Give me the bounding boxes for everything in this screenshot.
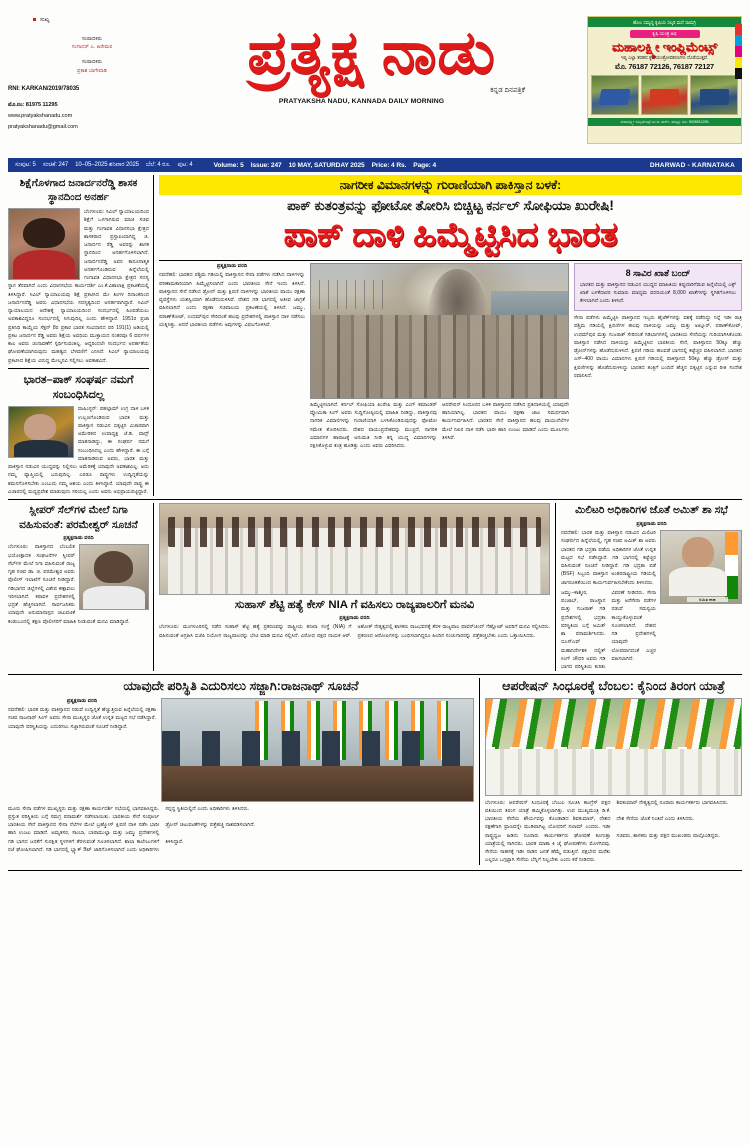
website-link[interactable]: www.pratyakshanadu.com [8, 113, 73, 120]
issue-info-bar [8, 158, 742, 172]
center-body-3: ಆಪರೇಷನ್ ಸಿಂಧೂರದ ಬಳಿಕ ಪಾಕಿಸ್ತಾನದ ನಡೆಸಿದ ಪ್ರತಿದಾಳಿಯಲ್ಲಿ ಯಾವುದೇ ಹಾನಿಯಾಗಿಲ್ಲ. ಭಾರತದ ವಾಯು ರಕ್ಷಣಾ ಜಾಲ ಸಮರ್ಥವಾಗಿ ಕಾರ್ಯನಿರ್ವಹಿಸಿದೆ. ಭಾರತದ ಸೇನೆ ಪಾಕಿಸ್ತಾನದ ಹಲವು ವಾಯುನೆಲೆಗಳ ಮೇಲೆ ನಿಖರ ದಾಳಿ ನಡೆಸಿ ಭಾರೀ ಹಾನಿ ಉಂಟು ಮಾಡಿದೆ ಎಂದು ಮೂಲಗಳು ತಿಳಿಸಿವೆ. [442, 401, 569, 441]
mobile-number: 81975 11295 [25, 102, 58, 109]
info-pages: Page: 4 [413, 161, 437, 169]
photo-bjp-delegation [159, 503, 550, 595]
divider-under-headline [159, 260, 742, 261]
highlight-box [574, 263, 742, 311]
ad-phone [588, 62, 741, 72]
photo-rajnath-defence-meeting [161, 698, 474, 802]
section3-left-headline[interactable]: ಯಾವುದೇ ಪರಿಸ್ಥಿತಿ ಎದುರಿಸಲು ಸಜ್ಜಾಗಿ:ರಾಜನಾಥ್ ಸೂಚನೆ [123, 679, 359, 694]
masthead-subtitle-english: PRATYAKSHA NADU, KANNADA DAILY MORNING [278, 98, 445, 106]
section3-right-headline[interactable]: ಆಪರೇಷನ್ ಸಿಂಧೂರಕ್ಕೆ ಬೆಂಬಲ: ಕೈನಿಂದ ತಿರಂಗ ಯಾತ್ರೆ [502, 679, 725, 694]
top-col-right [574, 263, 742, 451]
page-bottom-rule [8, 870, 742, 871]
photo-tiranga-yatra [485, 698, 742, 796]
info-date: 10 MAY, SATURDAY 2025 [288, 161, 365, 169]
newspaper-title: ಪ್ರತ್ಯಕ್ಷ ನಾಡು [247, 19, 496, 86]
section2-right-headline[interactable]: ಮಿಲಿಟರಿ ಅಧಿಕಾರಿಗಳ ಜೊತೆ ಅಮಿತ್ ಶಾ ಸಭೆ [575, 504, 728, 517]
headline-and-center-area [154, 175, 742, 496]
ad-phone-label: ಮೊ. [615, 62, 627, 72]
section3-left-body-2: ಮೂರು ಸೇನಾ ಪಡೆಗಳ ಮುಖ್ಯಸ್ಥರು ಮತ್ತು ರಕ್ಷಣಾ ಕಾರ್ಯದರ್ಶಿ ಸಭೆಯಲ್ಲಿ ಭಾಗವಹಿಸಿದ್ದರು. ಪ್ರಸ್ತುತ ಪರಿಸ್ಥಿತಿಯ ಬಗ್ಗೆ ಸಮಗ್ರ ಪರಾಮರ್ಶೆ ನಡೆಸಲಾಯಿತು. ಭಾರತೀಯ ಸೇನೆ ಸಂಪೂರ್ಣ ಸನ್ನದ್ಧ ಸ್ಥಿತಿಯಲ್ಲಿದೆ ಎಂದು ಅಧಿಕಾರಿಗಳು ತಿಳಿಸಿದರು. [8, 805, 250, 820]
masthead [8, 6, 742, 154]
ad-product-photos [588, 75, 741, 115]
ad-brand-name: ಮಹಾಲಕ್ಷ್ಮೀ ಇಂಪ್ಲಿಮೆಂಟ್ಸ್ [611, 39, 718, 54]
section2-center-headline[interactable]: ಸುಹಾಸ್ ಶೆಟ್ಟಿ ಹತ್ಯೆ ಕೇಸ್ NIA ಗೆ ವಹಿಸಲು ರಾಜ್ಯಪಾಲರಿಗೆ ಮನವಿ [234, 599, 475, 612]
section2-right-body: ನವದೆಹಲಿ: ಭಾರತ ಮತ್ತು ಪಾಕಿಸ್ತಾನ ನಡುವಿನ ಮಿಲಿಟರಿ ಸಂಘರ್ಷದ ಹಿನ್ನೆಲೆಯಲ್ಲಿ, ಗೃಹ ಸಚಿವ ಅಮಿತ್ ಶಾ ಅವರು ಭಾರತದ ಗಡಿ ಭದ್ರತಾ ಪಡೆಯ ಅಧಿಕಾರಿಗಳ ಜೊತೆ ಉನ್ನತ ಮಟ್ಟದ ಸಭೆ ನಡೆಸಿದ್ದಾರೆ. ಗಡಿ ಭಾಗದಲ್ಲಿ ಕಟ್ಟೆಚ್ಚರ ವಹಿಸುವಂತೆ ಸೂಚನೆ ನೀಡಿದ್ದಾರೆ. ಗಡಿ ಭದ್ರತಾ ಪಡೆ (BSF) ಸಿಬ್ಬಂದಿ ಪಾಕಿಸ್ತಾನ ಅಂತರರಾಷ್ಟ್ರೀಯ ಗಡಿಯಲ್ಲಿ ಜಾಗರೂಕತೆಯಿಂದ ಕಾರ್ಯನಿರ್ವಹಿಸಬೇಕೆಂದು ತಿಳಿಸಿದರು. [561, 530, 656, 586]
top-col-photo-area [310, 263, 569, 451]
masthead-left-info [8, 6, 156, 133]
section2-center [154, 503, 556, 671]
rni-number: RNI: KARKAN/2019/78035 [8, 85, 80, 92]
top-three-column-area [159, 263, 742, 451]
editor-block-2 [8, 58, 156, 76]
info-kn-date: 10–05–2025 ಶನಿವಾರ 2025 [75, 161, 139, 168]
ad-photo-rotavator [641, 75, 689, 115]
masthead-bullet-label: ಸುಖ್ಯ [8, 16, 156, 26]
photo-amit-shah [660, 530, 742, 604]
section2-right-body2: ಜಮ್ಮು–ಕಾಶ್ಮೀರ, ಪಂಜಾಬ್, ರಾಜಸ್ಥಾನ ಮತ್ತು ಗುಜರಾತ್ ಗಡಿ ಪ್ರದೇಶಗಳಲ್ಲಿ ಭದ್ರತಾ ಪರಿಸ್ಥಿತಿಯ ಬಗ್ಗೆ ಅಮಿತ್ ಶಾ ಪರಾಮರ್ಶಿಸಿದರು. ಬಿಎಸ್‌ಎಫ್ ಮಹಾನಿರ್ದೇಶಕ ದಲ್ಜಿತ್ ಸಿಂಗ್ ಚೌಧರಿ ಅವರು ಗಡಿ ಭಾಗದ ಪರಿಸ್ಥಿತಿಯ ಕುರಿತು ವಿವರಣೆ ನೀಡಿದರು. ಸೇನಾ ಮತ್ತು ಅರೆಸೇನಾ ಪಡೆಗಳ ನಡುವೆ ಸಮನ್ವಯ ಕಾಯ್ದುಕೊಳ್ಳುವಂತೆ ಸೂಚಿಸಲಾಗಿದೆ. ದೇಶದ ಗಡಿ ಪ್ರದೇಶಗಳಲ್ಲಿ ಯಾವುದೇ ಲೋಪವಾಗದಂತೆ ಎಚ್ಚರ ವಹಿಸಲಾಗಿದೆ. [561, 589, 656, 671]
left-lead-body: ಬೆಂಗಳೂರು: ಸಿವಿಲ್ ನ್ಯಾಯಾಲಯದಿಂದ ಶಿಕ್ಷೆಗೆ ಒಳಗಾಗಿರುವ ಮಾಜಿ ಸಚಿವ ಮತ್ತು ಗಂಗಾವತಿ ವಿಧಾನಸಭಾ ಕ್ಷೇತ್ರದ ಶಾಸಕರಾದ ಪ್ರಸ್ತಾಪಿಯಾಗಿದ್ದ ಜಿ. ಜನಾರ್ದನ ರೆಡ್ಡಿ ಅವರನ್ನು ಶಾಸಕ ಸ್ಥಾನದಿಂದ ಅನರ್ಹಗೊಳಿಸಲಾಗಿದೆ. ಜನಾರ್ದನರೆಡ್ಡಿ ಅವರ ಕಾನೂನಾತ್ಮಕ ಅನರ್ಹಗೊಂಡಿರುವ ಹಿನ್ನೆಲೆಯಲ್ಲಿ ಗಂಗಾವತಿ ವಿಧಾನಸಭಾ ಕ್ಷೇತ್ರದ ಸದಸ್ಯ ಸ್ಥಾನ ತೆರವಾಗಿದೆ ಎಂದು ವಿಧಾನಸಭೆಯ ಕಾರ್ಯದರ್ಶಿ ಎಂ.ಕೆ.ವಿಶಾಲಾಕ್ಷಿ ಪ್ರಕಟಣೆಯಲ್ಲಿ ತಿಳಿಸಿದ್ದಾರೆ. ಸಿವಿಲ್ ನ್ಯಾಯಾಲಯವು ಶಿಕ್ಷೆ ಪ್ರಕಟಿಸಿದ ಮೇ ತಿಂಗಳ ದಿನಾಂಕದಿಂದ ಜನಾರ್ದನರೆಡ್ಡಿ ಅವರು ವಿಧಾನಸಭೆಯ ಸದಸ್ಯತ್ವದಿಂದ ಅನರ್ಹರಾಗಿದ್ದಾರೆ. ಸಿವಿಲ್ ನ್ಯಾಯಾಲಯದ ಆದೇಶಕ್ಕೆ ನ್ಯಾಯಾಲಯದಿಂದ ಸಂದರ್ಭದಲ್ಲಿ ಹಿಂಪಡೆಯಲು ಅವಕಾಶವಿದ್ದರೂ ಸಂದರ್ಭದಲ್ಲಿ ಸಿಗುವುದಿಲ್ಲ ಎಂದು ಹೇಳಿದ್ದಾರೆ. 1951ರ ಪ್ರಜಾ ಪ್ರತಿನಿಧಿ ಕಾಯ್ದೆಯ ಸೆಕ್ಷನ್ 8ರ ಪ್ರಕಾರ ಭಾರತ ಸಂವಿಧಾನದ ಪರಿ 191(1) ಅಡಿಯಲ್ಲಿ ಪ್ರಕಟ ಜನಾರ್ದನ ರೆಡ್ಡಿ ಅವರು ಶಿಕ್ಷೆಯ ಅವಧಿಯ ಮುಕ್ತಾಯದ ನಂತರವೂ 6 ವರ್ಷಗಳ ಕಾಲ ಅವರು ಚುನಾವಣೆಗೆ ಸ್ಪರ್ಧಿಸುವಂತಿಲ್ಲ. ಆದ್ದರಿಂದಲೇ ಸಂದರ್ಭದ ಅನರ್ಹತೆಯ ಘೋಷಣೆಯಾಗಿರುವುದು ಮಹತ್ವದ ಬೆಳವಣಿಗೆ ಎನಿಸಿದೆ. ಸಿವಿಲ್ ನ್ಯಾಯಾಲಯವು ಪ್ರಕಟಿಸಿದ ಶಿಕ್ಷೆಯ ವಿರುದ್ಧ ಮೇಲ್ಮನವಿ ಸಲ್ಲಿಸಲು ಅವಕಾಶವಿದೆ. [8, 209, 149, 364]
section2-left-body: ಬೆಂಗಳೂರು: ಪಾಕಿಸ್ತಾನದ ಬೆಂಬಲಿತ ಭಯೋತ್ಪಾದಕ ಸಂಘಟನೆಗಳ ಸ್ಲೀಪರ್ ಸೆಲ್‌ಗಳ ಮೇಲೆ ನಿಗಾ ವಹಿಸುವಂತೆ ರಾಜ್ಯ ಗೃಹ ಸಚಿವ ಡಾ. ಜಿ. ಪರಮೇಶ್ವರ ಅವರು ಪೊಲೀಸ್ ಇಲಾಖೆಗೆ ಸೂಚನೆ ನೀಡಿದ್ದಾರೆ. ಗಡಿಭಾಗದ ಜಿಲ್ಲೆಗಳಲ್ಲಿ ವಿಶೇಷ ಕಣ್ಗಾವಲು ಇರಿಸಲಾಗಿದೆ. ಕರಾವಳಿ ಪ್ರದೇಶಗಳಲ್ಲಿ ಭದ್ರತೆ ಹೆಚ್ಚಿಸಲಾಗಿದೆ. ಸಾರ್ವಜನಿಕರು ಯಾವುದೇ ಅನುಮಾನಾಸ್ಪದ ಚಟುವಟಿಕೆ ಕಂಡುಬಂದಲ್ಲಿ ತಕ್ಷಣ ಪೊಲೀಸರಿಗೆ ಮಾಹಿತಿ ನೀಡುವಂತೆ ಮನವಿ ಮಾಡಿದ್ದಾರೆ. [8, 544, 130, 625]
contact-block [8, 100, 156, 133]
left-column [8, 175, 154, 496]
section3-left-row [8, 698, 474, 802]
masthead-subtitle-kannada: ಕನ್ನಡ ದಿನಪತ್ರಿಕೆ [490, 87, 525, 95]
section3-right-body-1: ಬೆಂಗಳೂರು: ಆಪರೇಷನ್ ಸಿಂಧೂರಕ್ಕೆ ಬೆಂಬಲ ಸೂಚಿಸಿ ಕಾಂಗ್ರೆಸ್ ಪಕ್ಷದ ವತಿಯಿಂದ ತಿರಂಗ ಯಾತ್ರೆ ಹಮ್ಮಿಕೊಳ್ಳಲಾಗಿತ್ತು. ಉಪ ಮುಖ್ಯಮಂತ್ರಿ ಡಿ.ಕೆ. ಶಿವಕುಮಾರ್ ನೇತೃತ್ವದಲ್ಲಿ ನೂರಾರು ಕಾರ್ಯಕರ್ತರು ಭಾಗವಹಿಸಿದರು. [485, 799, 729, 814]
ad-badge: ಕೃಷಿ ಯಂತ್ರ ಅಭಿ [630, 30, 700, 38]
info-kn-issue: ಸಂಚಿಕೆ: 247 [42, 161, 69, 168]
byline-center: ಪ್ರತ್ಯಕ್ಷನಾಡು ವರದಿ [216, 262, 248, 269]
editor-name-1: ಗಂಗಾಧರ್ ಎ. ಹಿರೇಮಠ [71, 44, 113, 51]
left-lead-headline[interactable]: ಶಿಕ್ಷೆಗೊಳಗಾದ ಜನಾರ್ದನರೆಡ್ಡಿ ಶಾಸಕ ಸ್ಥಾನದಿಂದ ಅನರ್ಹ [19, 178, 138, 204]
section2-right [556, 503, 742, 671]
section3-left-body-1: ನವದೆಹಲಿ: ಭಾರತ ಮತ್ತು ಪಾಕಿಸ್ತಾನದ ನಡುವೆ ಉದ್ವಿಗ್ನತೆ ಹೆಚ್ಚುತ್ತಿರುವ ಹಿನ್ನೆಲೆಯಲ್ಲಿ ರಕ್ಷಣಾ ಸಚಿವ ರಾಜನಾಥ್ ಸಿಂಗ್ ಅವರು ಸೇನಾ ಮುಖ್ಯಸ್ಥರ ಜೊತೆ ಉನ್ನತ ಮಟ್ಟದ ಸಭೆ ನಡೆಸಿದ್ದಾರೆ. ಯಾವುದೇ ಪರಿಸ್ಥಿತಿಯನ್ನು ಎದುರಿಸಲು ಸಜ್ಜಾಗಿರುವಂತೆ ಸೂಚನೆ ನೀಡಿದ್ದಾರೆ. [8, 707, 156, 730]
editor-role-1: ಸಂಪಾದಕರು [81, 35, 103, 42]
photo-war-destruction [310, 263, 569, 399]
section3-left-photocol [161, 698, 474, 802]
war-photo-caption-row [310, 401, 569, 451]
ad-photo-plough [591, 75, 639, 115]
headline-kicker[interactable]: ನಾಗರೀಕ ವಿಮಾನಗಳನ್ನು ಗುರಾಣಿಯಾಗಿ ಪಾಕಿಸ್ತಾನ ಬಳಕೆ: [159, 175, 742, 195]
photo-caption-shah: ಅಮಿತ ಶಾಹ [687, 597, 729, 602]
section3-right [480, 678, 742, 864]
main-top-section [8, 175, 742, 496]
section3-right-body-3: ರಾಷ್ಟ್ರಧ್ವಜ ಹಿಡಿದು ನೂರಾರು ಕಾರ್ಯಕರ್ತರು ಘೋಷಣೆ ಕೂಗುತ್ತಾ ಯಾತ್ರೆಯಲ್ಲಿ ಸಾಗಿದರು. ಭಾರತ ಮಾತಾ ಕಿ ಜೈ ಘೋಷಣೆಗಳು ಮೊಳಗಿದವು. ಸಚಿವರು, ಶಾಸಕರು ಮತ್ತು ಪಕ್ಷದ ಮುಖಂಡರು ಪಾಲ್ಗೊಂಡಿದ್ದರು. [485, 832, 721, 847]
ad-photo-trailer [690, 75, 738, 115]
center-body-2: ಹಿಮ್ಮೆಟ್ಟಿಸಲಾಗಿದೆ. ಕರ್ನಲ್ ಸೋಫಿಯಾ ಖುರೇಷಿ ಮತ್ತು ವಿಂಗ್ ಕಮಾಂಡರ್ ವ್ಯೋಮಿಕಾ ಸಿಂಗ್ ಅವರು ಸುದ್ದಿಗೋಷ್ಠಿಯಲ್ಲಿ ಮಾಹಿತಿ ನೀಡಿದ್ದು, ಪಾಕಿಸ್ತಾನವು ನಾಗರಿಕ ವಿಮಾನಗಳನ್ನು ಗುರಾಣಿಯಾಗಿ ಬಳಸಿಕೊಂಡಿರುವುದನ್ನು ಫೋಟೋ ಸಮೇತ ತೋರಿಸಿದರು. ದೇಶದ ವಾಯುಪ್ರದೇಶವನ್ನು ಮುಚ್ಚದೆ, ನಾಗರಿಕ ವಿಮಾನಗಳ ಹಾರಾಟಕ್ಕೆ ಅನುಮತಿ ನೀಡಿ ತನ್ನ ಯುದ್ಧ ವಿಮಾನಗಳನ್ನು ರಕ್ಷಿಸಿಕೊಳ್ಳುವ ತಂತ್ರ ಹೂಡಿತ್ತು ಎಂದು ಅವರು ವಿವರಿಸಿದರು. [310, 401, 437, 450]
ad-top-strip: ಹೊಲ ಸಮೃದ್ಧ ಕೃಷಿಯ ಸಲ್ಕರಿ ಮನೆ ಸಾಮಗ್ರಿ [588, 17, 741, 27]
section2-center-byline: ಪ್ರತ್ಯಕ್ಷನಾಡು ವರದಿ [339, 614, 370, 621]
color-registration-bars [735, 24, 742, 79]
editor-block-1 [8, 35, 156, 53]
editor-name-2: ಪ್ರಕಾಶ ಬಾಗೇವಾಡಿ [76, 67, 108, 74]
left-second-body: ವಾಷಿಂಗ್ಟನ್: ಪಹಲ್ಗಾಮ್ ಉಗ್ರ ದಾಳಿ ಬಳಿಕ ಉಲ್ಬಣಗೊಂಡಿರುವ ಭಾರತ ಮತ್ತು ಪಾಕಿಸ್ತಾನ ನಡುವಿನ ಬಿಕ್ಕಟ್ಟಿನ ವಿಚಾರವಾಗಿ ಅಮೇರಿಕದ ಉಪಾಧ್ಯಕ್ಷ ಜೆ.ಡಿ. ವಾನ್ಸ್ ಮಾತನಾಡಿದ್ದು, ಈ ಸಂಘರ್ಷ ನಮಗೆ ಸಂಬಂಧಿಸಿದಲ್ಲ ಎಂದು ಹೇಳಿದ್ದಾರೆ. ಈ ಬಗ್ಗೆ ಮಾತನಾಡಿರುವ ಅವರು, ಭಾರತ ಮತ್ತು ಪಾಕಿಸ್ತಾನ ನಡುವಿನ ಯುದ್ಧವನ್ನು ನಿಲ್ಲಿಸಲು ಅಮೆರಿಕಕ್ಕೆ ಯಾವುದೇ ಅವಕಾಶವಿಲ್ಲ. ಅದು ನಮ್ಮ ವ್ಯಾಪ್ತಿಯಲ್ಲಿ ಬರುವುದಿಲ್ಲ. ಎರಡೂ ರಾಷ್ಟ್ರಗಳು ಉದ್ವಿಗ್ನತೆಯನ್ನು ಶಮನಗೊಳಿಸಬೇಕು ಎಂಬುದು ನಮ್ಮ ಆಶಯ ಎಂದು ತಿಳಿಸಿದ್ದಾರೆ. ಯಾವುದೇ ರಾಷ್ಟ್ರ ಈ ವಿಚಾರದಲ್ಲಿ ಮಧ್ಯಪ್ರವೇಶ ಮಾಡುವುದು ಸರಿಯಲ್ಲ ಎಂದು ಅವರು ಅಭಿಪ್ರಾಯಪಟ್ಟಿದ್ದಾರೆ. [8, 406, 149, 495]
photo-parameshwara [79, 544, 149, 610]
masthead-advertisement[interactable] [587, 16, 742, 144]
info-volume: Volume: 5 [213, 161, 244, 169]
editor-role-2: ಸಂಪಾದಕರು [81, 59, 103, 66]
section3-right-body-4: ಸೇನೆಯ ಸಾಹಸಕ್ಕೆ ಇಡೀ ನಾಡಿನ ಜನತೆ ಹೆಮ್ಮೆ ಪಡುತ್ತಿದೆ. ಪಕ್ಷಭೇದ ಮರೆತು ಎಲ್ಲರೂ ಒಗ್ಗಟ್ಟಾಗಿ ಸೇನೆಯ ಬೆನ್ನಿಗೆ ನಿಲ್ಲಬೇಕು ಎಂದು ಕರೆ ನೀಡಿದರು. [485, 849, 611, 864]
main-headline[interactable]: ಪಾಕ್ ದಾಳಿ ಹಿಮ್ಮೆಟ್ಟಿಸಿದ ಭಾರತ [283, 216, 618, 255]
second-section [8, 499, 742, 671]
info-kn-volume: ಸಂಪುಟ: 5 [15, 161, 36, 168]
email-link[interactable]: pratyakshanadu@gmail.com [8, 123, 78, 130]
photo-jd-vance [8, 406, 74, 458]
highlight-box-title: 8 ಸಾವಿರ ಖಾತೆ ಬಂದ್ [625, 267, 691, 278]
section3-right-body-2: ಭಾರತೀಯ ಸೇನೆಯ ಶೌರ್ಯವನ್ನು ಕೊಂಡಾಡಿದ ಶಿವಕುಮಾರ್, ದೇಶದ ರಕ್ಷಣೆಗಾಗಿ ಪ್ರಾಣವನ್ನೇ ಮುಡಿಪಾಗಿಟ್ಟ ಯೋಧರಿಗೆ ಸಲಾಮ್ ಎಂದರು. ಇಡೀ ದೇಶ ಸೇನೆಯ ಜೊತೆ ನಿಂತಿದೆ ಎಂದು ತಿಳಿಸಿದರು. [485, 816, 695, 831]
section2-left [8, 503, 154, 671]
section2-right-byline: ಪ್ರತ್ಯಕ್ಷನಾಡು ವರದಿ [636, 520, 667, 527]
info-price: Price: 4 Rs. [371, 161, 407, 169]
info-issue: Issue: 247 [250, 161, 282, 169]
section2-left-headline[interactable]: ಸ್ಲೀಪರ್ ಸೆಲ್‌ಗಳ ಮೇಲೆ ನಿಗಾ ವಹಿಸುವಂತೆ: ಪರಮೇಶ್ವರ್ ಸೂಚನೆ [19, 504, 138, 531]
section2-left-byline: ಪ್ರತ್ಯಕ್ಷನಾಡು ವರದಿ [63, 534, 94, 541]
headline-subdeck[interactable]: ಪಾಕ್ ಕುತಂತ್ರವನ್ನು ಫೋಟೋ ತೋರಿಸಿ ಬಿಚ್ಚಿಟ್ಟ ಕರ್ನಲ್ ಸೋಫಿಯಾ ಖುರೇಷಿ! [287, 197, 614, 213]
center-body-1: ನವದೆಹಲಿ: ಭಾರತದ ಪಶ್ಚಿಮ ಗಡಿಯಲ್ಲಿ ಪಾಕಿಸ್ತಾನದ ಸೇನಾ ಪಡೆಗಳು ನಡೆಸಿದ ದಾಳಿಗಳನ್ನು ಪರಿಣಾಮಕಾರಿಯಾಗಿ ಹಿಮ್ಮೆಟ್ಟಿಸಲಾಗಿದೆ ಎಂದು ಭಾರತೀಯ ಸೇನೆ ಇಂದು ತಿಳಿಸಿದೆ. ಪಾಕಿಸ್ತಾನದ ಸೇನೆ ನಡೆಸಿದ ಡ್ರೋನ್ ಮತ್ತು ಕ್ಷಿಪಣಿ ದಾಳಿಗಳನ್ನು ಭಾರತೀಯ ವಾಯು ರಕ್ಷಣಾ ವ್ಯವಸ್ಥೆಗಳು ಯಶಸ್ವಿಯಾಗಿ ಹೊಡೆದುರುಳಿಸಿವೆ. ದೇಶದ ಗಡಿ ಭಾಗದಲ್ಲಿ ಅತೀವ ಜಾಗ್ರತೆ ವಹಿಸಲಾಗಿದೆ ಎಂದು ರಕ್ಷಣಾ ಸಚಿವಾಲಯ ಪ್ರಕಟಣೆಯಲ್ಲಿ ತಿಳಿಸಿದೆ. ಜಮ್ಮು, ಪಠಾಣ್‌ಕೋಟ್, ಉಧಮ್‌ಪುರ ಸೇರಿದಂತೆ ಹಲವು ಪ್ರದೇಶಗಳಲ್ಲಿ ಪಾಕಿಸ್ತಾನ ದಾಳಿ ನಡೆಸಲು ಯತ್ನಿಸಿತ್ತು. ಆದರೆ ಭಾರತೀಯ ಪಡೆಗಳು ಅವುಗಳನ್ನು ವಿಫಲಗೊಳಿಸಿವೆ. [159, 272, 305, 328]
section3-left-byline: ಪ್ರತ್ಯಕ್ಷನಾಡು ವರದಿ [66, 697, 98, 704]
info-place: DHARWAD - KARNATAKA [649, 161, 735, 169]
info-kn-price: ಬೆಲೆ: 4 ರೂ. [145, 161, 171, 168]
section3-left [8, 678, 480, 864]
third-section [8, 674, 742, 864]
masthead-title-block [156, 6, 587, 105]
ad-footer-address: ಮಹಾಲಕ್ಷ್ಮೀ ಇಂಪ್ಲಿಮೆಂಟ್ಸ್ ಎಂ.ಜಿ. ಪಾರ್ಕ್, ಹುಬ್ಬಳ್ಳಿ. ಮೊ: 9035511295 [588, 118, 741, 126]
highlight-box-body: ಭಾರತದ ಮತ್ತು ಪಾಕಿಸ್ತಾನದ ನಡುವಿನ ಯುದ್ಧದ ಮಾಹಿತಿಯ ತಪ್ಪುದಾರಿಗೆಡುವ ಹಿನ್ನೆಲೆಯಲ್ಲಿ ಎಕ್ಸ್ ಖಾತೆ ಬಳಕೆದಾರರ ಸುಮಾರು ಮಾಧ್ಯಮ ವರದಿಯಂತೆ 8,000 ಖಾತೆಗಳನ್ನು ಸ್ಥಗಿತಗೊಳಿಸಲು ಕೇಳಲಾಗಿದೆ ಎಂದು ತಿಳಿಸಿದೆ. [580, 281, 736, 304]
info-kn-pages: ಪುಟ: 4 [177, 161, 193, 168]
ad-phone-number: 76187 72126, 76187 72127 [628, 62, 714, 72]
right-col-body: ಸೇನಾ ಪಡೆಗಳು ಹಿಮ್ಮೆಟ್ಟಿಸಿ ಪಾಕಿಸ್ತಾನದ ಇಬ್ಬರು ಹೈಟೆಕ್‌ಗಳನ್ನು ವಶಕ್ಕೆ ಪಡೆದಿದ್ದು ನಿನ್ನೆ ಇಡೀ ರಾತ್ರಿ ಪಶ್ಚಿಮ ಗಡಿಯಲ್ಲಿ ಕ್ಷಿಪಣಿಗಳ ಹಲವು ದಾಳಿಯನ್ನು ಜಮ್ಮು ಮತ್ತು ಅಖ್ನೂರ್, ಪಠಾಣ್‌ಕೋಟ್, ಉಧಮ್‌ಪುರ ಮತ್ತು ಗುಜರಾತ್ ಸೇರಿದಂತೆ ಗಡಿಭಾಗಗಳಲ್ಲಿ ಭಾರತೀಯ ಸೇನೆಯನ್ನು ಗುರಿಯಾಗಿಸಿಕೊಂಡು ಪಾಕಿಸ್ತಾನ ನಡೆಸಿದ ದಾಳಿಯನ್ನು ಹಿಮ್ಮೆಟ್ಟಿಸಿದ ಭಾರತೀಯ ಸೇನೆ, ಪಾಕಿಸ್ತಾನದ 50ಕ್ಕೂ ಹೆಚ್ಚು ಡ್ರೋನ್‌ಗಳನ್ನು ಹೊಡೆದುರುಳಿಸಿದೆ. ಕ್ಷಿಪಣಿ ಗಡಿಯ ಹಲವಡೆ ಭಾಗದಲ್ಲಿ ಕಟ್ಟೆಚ್ಚರ ವಹಿಸಲಾಗಿದೆ. ಭಾರತದ ಎಸ್–400 ವಾಯು ವಿಮಾನಗಳು ಕ್ಷಿಪಣಿ ಗಡಿಯಲ್ಲಿ ಪಾಕಿಸ್ತಾನದ 50ಕ್ಕೂ ಹೆಚ್ಚು ಡ್ರೋನ್ ಮತ್ತು ಕ್ಷಿಪಣಿಗಳನ್ನು ಹೊಡೆದುರುಳಿಸಿದ್ದು ಭಾರತದ ತಂತ್ರಿಗೆ ಬಂದಿದೆ ಹೆಚ್ಚಿನ ಬಿಕ್ಕಟ್ಟಿನ ಎನ್ನುವ ರೀತಿ ಸಂದೇಶ ರವಾನಿಸಿದೆ. [574, 315, 742, 379]
photo-janardhana-reddy [8, 208, 80, 280]
left-second-headline[interactable]: ಭಾರತ–ಪಾಕ್ ಸಂಘರ್ಷ ನಮಗೆ ಸಂಬಂಧಿಸಿದಲ್ಲ [8, 368, 149, 405]
ad-tagline: ಇಲ್ಲಿ ಎಲ್ಲಾ ತರಹದ ಕೃಷಿ ಯಂತ್ರೋಪಕರಣಗಳು ದೊರೆಯುತ್ತವೆ. [620, 54, 709, 60]
section2-center-body: ಬೆಂಗಳೂರು: ಮಂಗಳೂರಿನಲ್ಲಿ ನಡೆದ ಸುಹಾಸ್ ಶೆಟ್ಟಿ ಹತ್ಯೆ ಪ್ರಕರಣವನ್ನು ರಾಷ್ಟ್ರೀಯ ತನಿಖಾ ಸಂಸ್ಥೆ (NIA) ಗೆ ವಹಿಸುವಂತೆ ಆಗ್ರಹಿಸಿ ಬಿಜೆಪಿ ನಿಯೋಗ ರಾಜ್ಯಪಾಲರನ್ನು ಭೇಟಿ ಮಾಡಿ ಮನವಿ ಸಲ್ಲಿಸಿದೆ. ವಿರೋಧ ಪಕ್ಷದ ನಾಯಕ ಆರ್. ಅಶೋಕ್ ನೇತೃತ್ವದಲ್ಲಿ ಶಾಸಕರು ರಾಜಭವನಕ್ಕೆ ತೆರಳಿ ರಾಜ್ಯಪಾಲ ಥಾವರ್‌ಚಂದ್ ಗೆಹ್ಲೋಟ್ ಅವರಿಗೆ ಮನವಿ ಸಲ್ಲಿಸಿದರು. ಪ್ರಕರಣದ ಆರೋಪಿಗಳನ್ನು ಬಂಧಿಸಲಾಗಿದ್ದರೂ ಹಿಂದಿನ ಸಂಚುಗಾರರನ್ನು ಪತ್ತೆಹಚ್ಚಬೇಕು ಎಂದು ಒತ್ತಾಯಿಸಿದರು. [159, 624, 550, 639]
top-col-left-text [159, 263, 305, 451]
section3-left-body-3: ಭಾರತೀಯ ಸೇನೆ ಪಾಕಿಸ್ತಾನದ ಸೇನಾ ನೆಲೆಗಳ ಮೇಲೆ ಬ್ರಹ್ಮೋಸ್ ಕ್ಷಿಪಣಿ ದಾಳಿ ನಡೆಸಿ ಭಾರೀ ಹಾನಿ ಉಂಟು ಮಾಡಿದೆ. ಅಮೃತಸರ, ಸಾಂಬಾ, ಬಾರಾಮುಲ್ಲಾ ಮತ್ತು ಜಮ್ಮು ಪ್ರದೇಶಗಳಲ್ಲಿ ಡ್ರೋನ್ ಚಟುವಟಿಕೆಗಳನ್ನು ಪತ್ತೆಹಚ್ಚಿ ನಾಶಪಡಿಸಲಾಗಿದೆ. [8, 822, 255, 837]
section3-left-body-4: ಗಡಿ ಭಾಗದ ಜನತೆಗೆ ಸುರಕ್ಷಿತ ಸ್ಥಳಗಳಿಗೆ ತೆರಳುವಂತೆ ಸೂಚಿಸಲಾಗಿದೆ. ಶಾಲಾ ಕಾಲೇಜುಗಳಿಗೆ ರಜೆ ಘೋಷಿಸಲಾಗಿದೆ. ಗಡಿ ಭಾಗದಲ್ಲಿ ಬ್ಲ್ಯಾಕ್ ಔಟ್ ಜಾರಿಗೊಳಿಸಲಾಗಿದೆ ಎಂದು ಅಧಿಕಾರಿಗಳು ತಿಳಿಸಿದ್ದಾರೆ. [8, 838, 184, 853]
section3-left-textcol [8, 698, 156, 802]
mobile-label: ಮೊ.ನಂ: [8, 102, 25, 109]
